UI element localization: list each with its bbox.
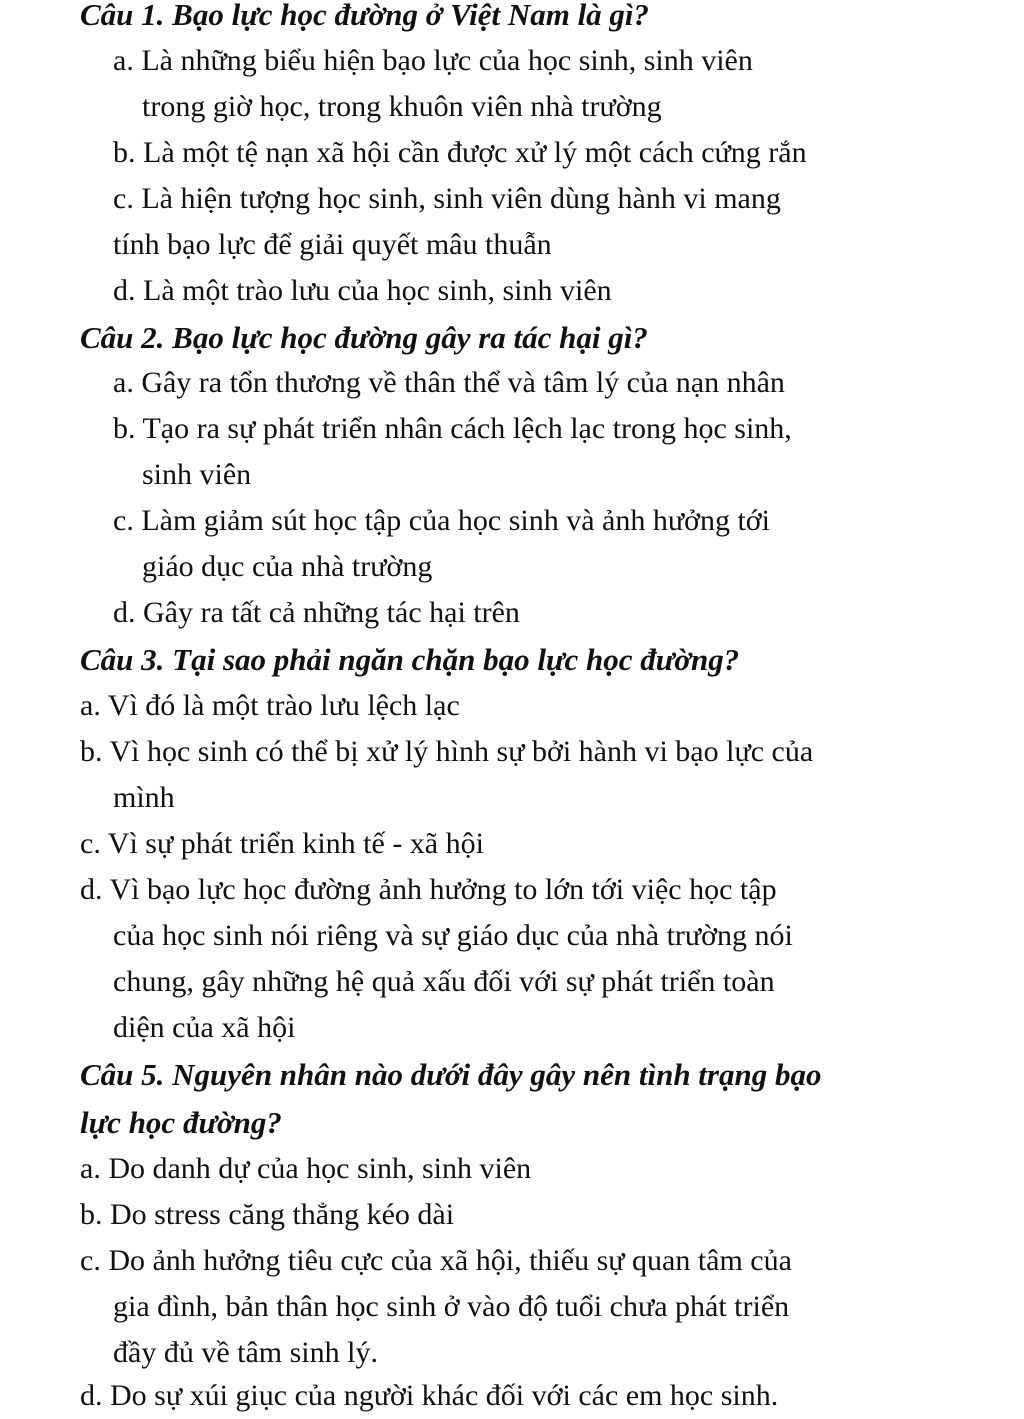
question-1-option-b: b. Là một tệ nạn xã hội cần được xử lý một cách cứng rắn xyxy=(113,136,807,169)
question-1-option-a: a. Là những biểu hiện bạo lực của học sinh, sinh viên xyxy=(113,44,753,77)
question-5-title: Câu 5. Nguyên nhân nào dưới đây gây nên tình trạng bạo xyxy=(80,1057,822,1092)
question-2-title: Câu 2. Bạo lực học đường gây ra tác hại gì? xyxy=(80,320,648,355)
question-3-option-d-cont-2: chung, gây những hệ quả xấu đối với sự phát triển toàn xyxy=(113,965,775,998)
question-5-option-c-cont-2: đầy đủ về tâm sinh lý. xyxy=(113,1336,378,1369)
question-3-option-b-cont: mình xyxy=(113,781,175,814)
question-5-option-a: a. Do danh dự của học sinh, sinh viên xyxy=(80,1152,532,1185)
question-2-option-a: a. Gây ra tổn thương về thân thể và tâm lý của nạn nhân xyxy=(113,366,785,399)
question-2-option-b-cont: sinh viên xyxy=(142,458,252,491)
question-5-option-c-cont-1: gia đình, bản thân học sinh ở vào độ tuổi chưa phát triển xyxy=(113,1290,790,1323)
question-5-title-cont: lực học đường? xyxy=(80,1105,282,1140)
question-2-option-d: d. Gây ra tất cả những tác hại trên xyxy=(113,596,520,629)
question-2-option-c: c. Làm giảm sút học tập của học sinh và ảnh hưởng tới xyxy=(113,504,770,537)
question-3-title: Câu 3. Tại sao phải ngăn chặn bạo lực học đường? xyxy=(80,642,740,677)
question-3-option-d: d. Vì bạo lực học đường ảnh hưởng to lớn tới việc học tập xyxy=(80,873,777,906)
question-5-option-c: c. Do ảnh hưởng tiêu cực của xã hội, thiếu sự quan tâm của xyxy=(80,1244,792,1277)
question-5-option-b: b. Do stress căng thẳng kéo dài xyxy=(80,1198,455,1231)
question-3-option-c: c. Vì sự phát triển kinh tế - xã hội xyxy=(80,827,484,860)
question-3-option-d-cont-1: của học sinh nói riêng và sự giáo dục của nhà trường nói xyxy=(113,919,793,952)
question-1-title: Câu 1. Bạo lực học đường ở Việt Nam là gì? xyxy=(80,0,650,32)
question-5-option-d: d. Do sự xúi giục của người khác đối với các em học sinh. xyxy=(80,1379,779,1412)
question-1-option-d: d. Là một trào lưu của học sinh, sinh viên xyxy=(113,274,612,307)
question-3-option-d-cont-3: diện của xã hội xyxy=(113,1011,296,1044)
question-3-option-a: a. Vì đó là một trào lưu lệch lạc xyxy=(80,689,460,722)
question-1-option-c-cont: tính bạo lực để giải quyết mâu thuẫn xyxy=(113,228,552,261)
question-1-option-c: c. Là hiện tượng học sinh, sinh viên dùng hành vi mang xyxy=(113,182,781,215)
question-2-option-b: b. Tạo ra sự phát triển nhân cách lệch lạc trong học sinh, xyxy=(113,412,792,445)
question-3-option-b: b. Vì học sinh có thể bị xử lý hình sự bởi hành vi bạo lực của xyxy=(80,735,814,768)
question-2-option-c-cont: giáo dục của nhà trường xyxy=(142,550,433,583)
question-1-option-a-cont: trong giờ học, trong khuôn viên nhà trường xyxy=(142,90,662,123)
